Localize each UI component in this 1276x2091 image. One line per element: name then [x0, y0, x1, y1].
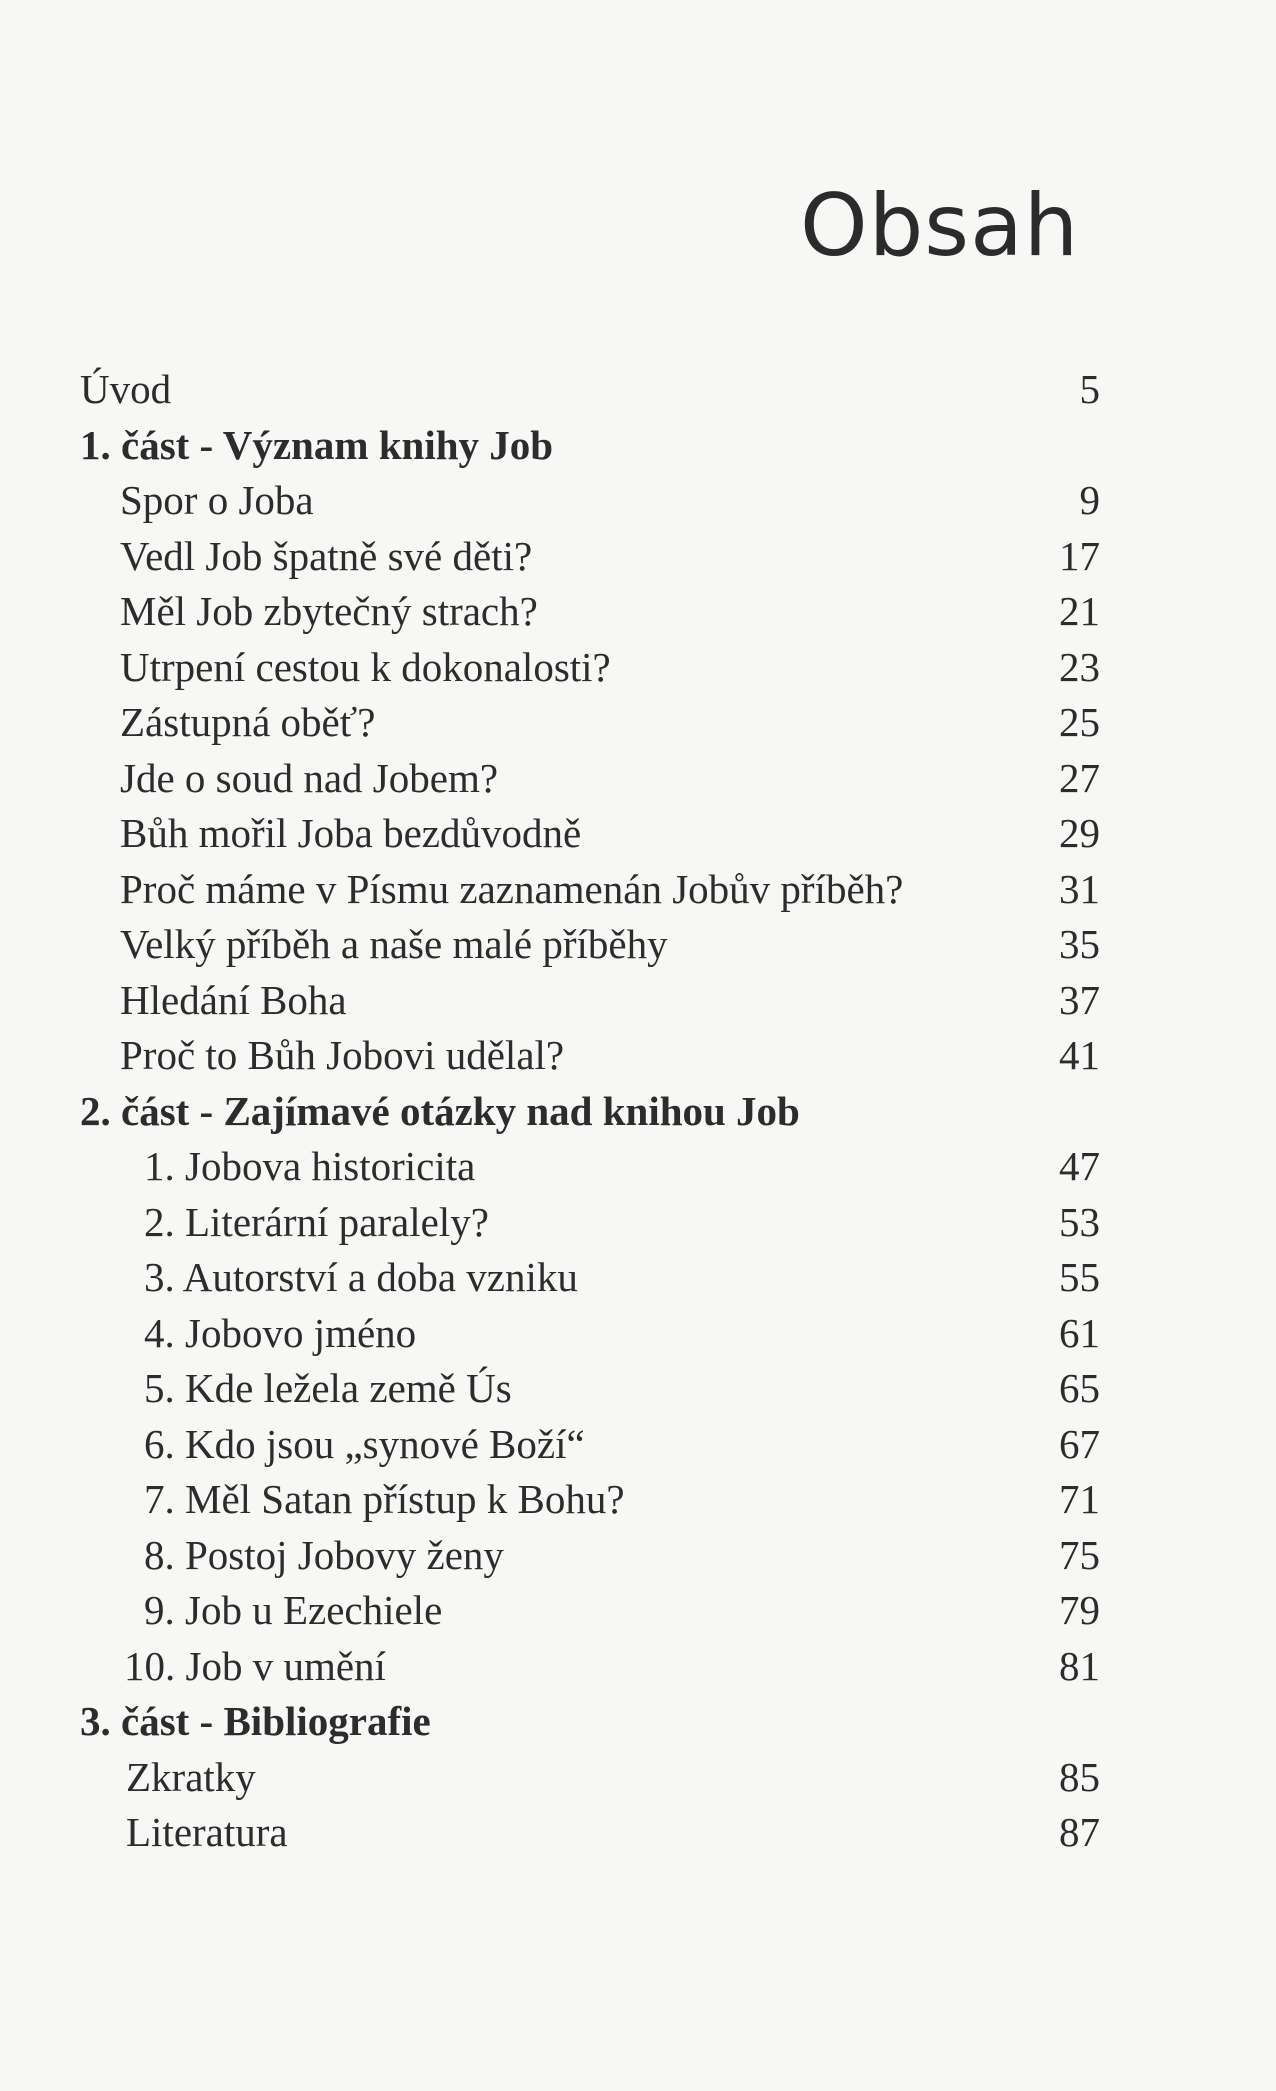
toc-part-heading-1 — [80, 418, 1100, 474]
toc-entry-label: Literatura — [126, 1809, 288, 1855]
toc-entry — [80, 1528, 1100, 1584]
toc-entry-label: 10. Job v umění — [124, 1642, 386, 1689]
toc-entry — [80, 1028, 1100, 1084]
toc-entry-label: 1. Jobova historicita — [144, 1143, 476, 1189]
toc-entry — [80, 973, 1100, 1029]
toc-entry — [80, 1195, 1100, 1251]
toc-entry-label: 3. Autorství a doba vzniku — [144, 1254, 578, 1300]
toc-entry-page: 53 — [1059, 1198, 1100, 1245]
toc-part-label: 3. část - Bibliografie — [80, 1698, 431, 1744]
toc-entry-intro — [80, 362, 1100, 418]
toc-entry-label: 2. Literární paralely? — [144, 1198, 489, 1245]
toc-entry — [80, 1417, 1100, 1473]
toc-entry-label: 5. Kde ležela země Ús — [144, 1365, 512, 1411]
toc-entry-label: Jde o soud nad Jobem? — [120, 754, 499, 801]
toc-entry-label: 7. Měl Satan přístup k Bohu? — [144, 1476, 625, 1522]
toc-entry — [80, 862, 1100, 918]
toc-entry — [80, 1805, 1100, 1861]
toc-entry-page: 17 — [1059, 532, 1100, 579]
toc-entry-page: 71 — [1059, 1476, 1100, 1522]
toc-entry-page: 35 — [1059, 921, 1100, 967]
toc-entry-page: 61 — [1059, 1309, 1100, 1356]
toc-entry-page: 41 — [1059, 1032, 1100, 1078]
toc-part-label: 1. část - Význam knihy Job — [80, 421, 554, 468]
toc-entry-label: 6. Kdo jsou „synové Boží“ — [144, 1420, 585, 1467]
toc-entry-page: 31 — [1059, 865, 1100, 912]
toc-entry-label: 8. Postoj Jobovy ženy — [144, 1531, 504, 1578]
toc-entry-label: Vedl Job špatně své děti? — [120, 532, 533, 579]
toc-entry-page: 81 — [1059, 1642, 1100, 1689]
toc-entry — [80, 1139, 1100, 1195]
toc-entry-label: Hledání Boha — [120, 976, 347, 1023]
toc-entry — [80, 640, 1100, 696]
toc-entry-label: Zkratky — [126, 1753, 256, 1800]
toc-entry-page: 25 — [1059, 699, 1100, 745]
toc-entry-label: Proč to Bůh Jobovi udělal? — [120, 1032, 565, 1078]
page-title: Obsah — [800, 176, 1080, 276]
toc-entry — [80, 1639, 1100, 1695]
toc-entry-page: 5 — [1079, 366, 1100, 412]
toc-entry — [80, 473, 1100, 529]
toc-entry — [80, 917, 1100, 973]
toc-entry-page: 87 — [1059, 1809, 1100, 1855]
toc-entry — [80, 529, 1100, 585]
toc-entry-page: 75 — [1059, 1531, 1100, 1578]
toc-entry-page: 65 — [1059, 1365, 1100, 1411]
toc-entry-page: 79 — [1059, 1587, 1100, 1633]
toc-part-heading-3 — [80, 1694, 1100, 1750]
toc-entry-page: 55 — [1059, 1254, 1100, 1300]
toc-entry-label: Bůh mořil Joba bezdůvodně — [120, 810, 582, 856]
toc-entry — [80, 1472, 1100, 1528]
toc-entry-label: 9. Job u Ezechiele — [144, 1587, 443, 1633]
toc-entry — [80, 1750, 1100, 1806]
table-of-contents — [80, 362, 1100, 1861]
toc-part-heading-2 — [80, 1084, 1100, 1140]
toc-entry-page: 27 — [1059, 754, 1100, 801]
toc-entry — [80, 1583, 1100, 1639]
toc-entry-label: Velký příběh a naše malé příběhy — [120, 921, 668, 967]
toc-entry-label: Měl Job zbytečný strach? — [120, 588, 538, 634]
toc-entry-page: 21 — [1059, 588, 1100, 634]
toc-part-label: 2. část - Zajímavé otázky nad knihou Job — [80, 1087, 800, 1134]
toc-entry — [80, 751, 1100, 807]
toc-entry — [80, 584, 1100, 640]
toc-entry-page: 9 — [1079, 477, 1100, 523]
toc-entry-page: 23 — [1059, 643, 1100, 690]
toc-entry — [80, 1250, 1100, 1306]
toc-entry-label: Spor o Joba — [120, 477, 314, 523]
toc-entry-label: 4. Jobovo jméno — [144, 1309, 417, 1356]
toc-entry-page: 67 — [1059, 1420, 1100, 1467]
toc-entry — [80, 806, 1100, 862]
toc-entry-label: Zástupná oběť? — [120, 699, 376, 745]
toc-entry-page: 85 — [1059, 1753, 1100, 1800]
toc-entry-page: 37 — [1059, 976, 1100, 1023]
toc-entry-page: 47 — [1059, 1143, 1100, 1189]
toc-entry-label: Úvod — [80, 366, 172, 412]
toc-entry-page: 29 — [1059, 810, 1100, 856]
toc-entry-label: Proč máme v Písmu zaznamenán Jobův příběh? — [120, 865, 904, 912]
toc-entry — [80, 1361, 1100, 1417]
toc-entry — [80, 1306, 1100, 1362]
toc-entry-label: Utrpení cestou k dokonalosti? — [120, 643, 611, 690]
toc-entry — [80, 695, 1100, 751]
